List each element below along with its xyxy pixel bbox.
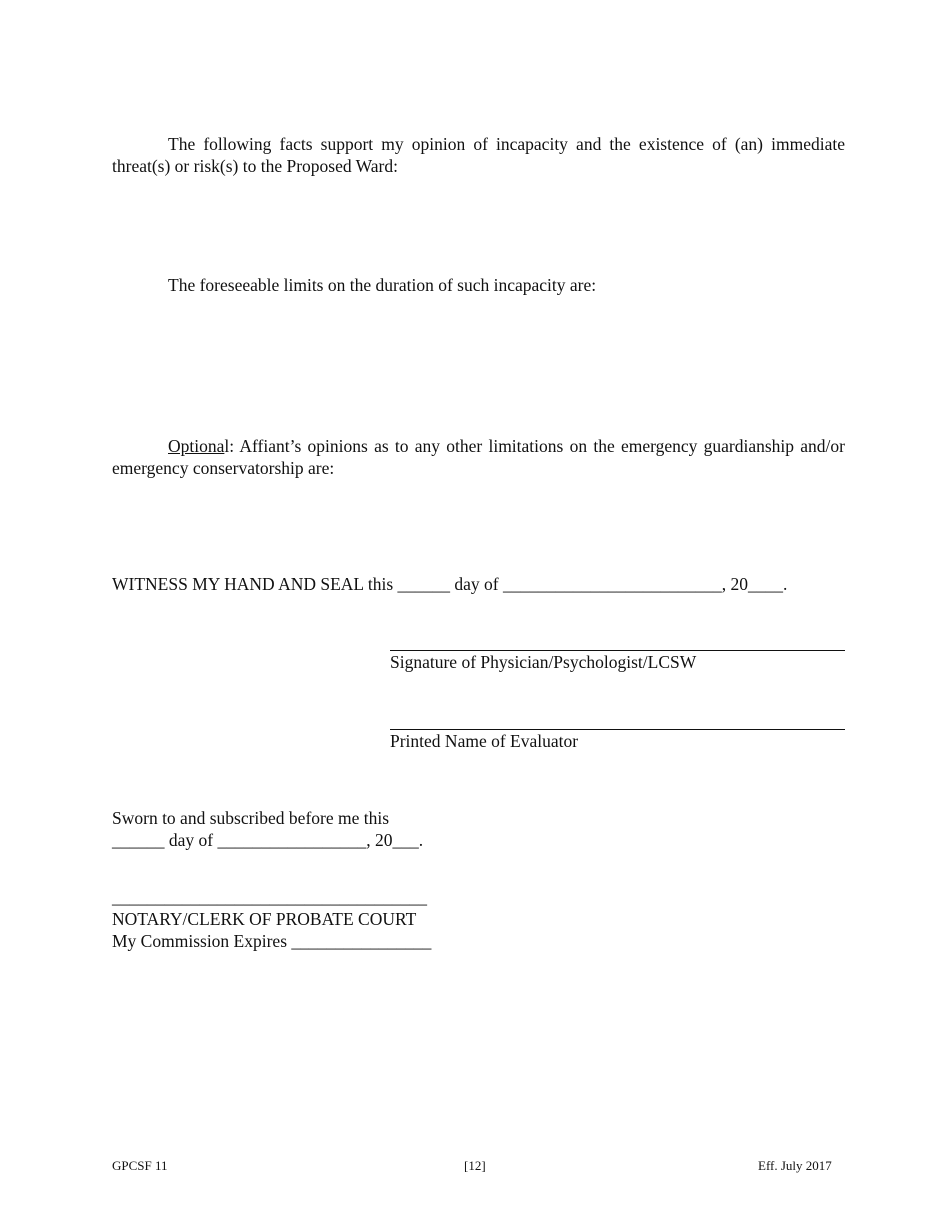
duration-paragraph-text: The foreseeable limits on the duration of such incapacity are: [168, 275, 597, 295]
optional-label: Optiona [168, 436, 225, 456]
facts-paragraph [112, 133, 845, 177]
signature-block [390, 630, 845, 673]
witness-line [112, 573, 845, 595]
footer-page-number: [12] [464, 1158, 486, 1173]
sworn-line-2: ______ day of _________________, 20___. [112, 830, 424, 850]
facts-paragraph-text: The following facts support my opinion of incapacity and the existence of (an) immediate threat(s) or risk(s) to the Proposed Ward: [112, 134, 845, 176]
duration-paragraph [112, 274, 845, 296]
footer-form-id: GPCSF 11 [112, 1158, 168, 1173]
notary-title: NOTARY/CLERK OF PROBATE COURT [112, 909, 417, 929]
optional-paragraph [112, 435, 845, 479]
printed-name-block [390, 708, 845, 752]
notary-line[interactable]: ____________________________________ [112, 887, 427, 907]
commission-expires: My Commission Expires ________________ [112, 931, 432, 951]
notary-block [112, 886, 845, 952]
witness-text: WITNESS MY HAND AND SEAL this ______ day of _________________________, 20____. [112, 574, 788, 594]
optional-label-suffix: l: [224, 436, 235, 456]
printed-name-label: Printed Name of Evaluator [390, 731, 579, 751]
sworn-line-1: Sworn to and subscribed before me this [112, 808, 390, 828]
footer-effective-date: Eff. July 2017 [758, 1158, 832, 1173]
signature-label: Signature of Physician/Psychologist/LCSW [390, 652, 697, 672]
sworn-block [112, 807, 845, 851]
optional-paragraph-text: Affiant’s opinions as to any other limitations on the emergency guardianship and/or emergency conservatorship are: [112, 436, 845, 478]
